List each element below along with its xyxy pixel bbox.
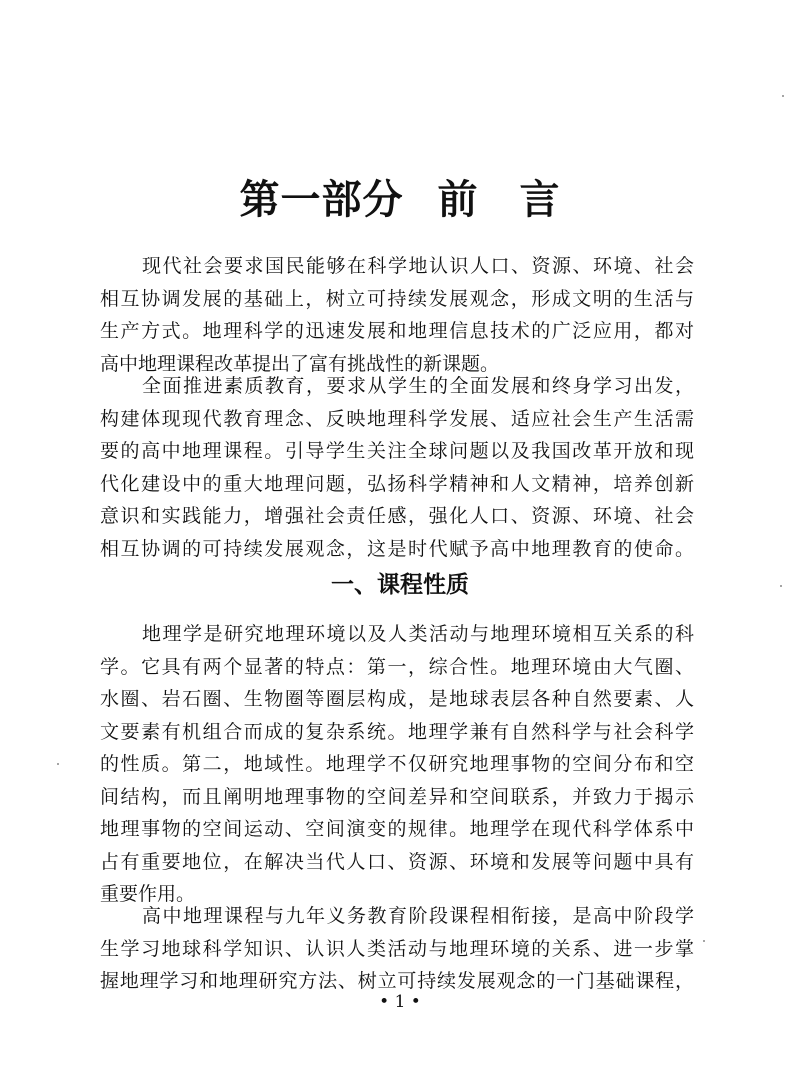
chapter-title	[0, 168, 800, 225]
text-line: 高中地理课程改革提出了富有挑战性的新课题。	[100, 352, 500, 375]
text-line: 的性质。第二，地域性。地理学不仅研究地理事物的空间分布和空	[100, 753, 694, 775]
text-line: 重要作用。	[100, 883, 196, 905]
text-line: 间结构，而且阐明地理事物的空间差异和空间联系，并致力于揭示	[100, 785, 694, 808]
text-line: 全面推进素质教育，要求从学生的全面发展和终身学习出发，	[142, 375, 694, 397]
text-line: 构建体现现代教育理念、反映地理科学发展、适应社会生产生活需	[100, 407, 694, 430]
section-heading: 一、课程性质	[331, 572, 469, 598]
scan-speck	[780, 585, 782, 587]
preface-paragraph-1	[100, 250, 694, 380]
text-line: 相互协调发展的基础上，树立可持续发展观念，形成文明的生活与	[100, 287, 694, 310]
text-line: 生学习地球科学知识、认识人类活动与地理环境的关系、进一步掌	[100, 937, 694, 960]
chapter-title-sub: 前 言	[437, 177, 561, 223]
text-line: 意识和实践能力，增强社会责任感，强化人口、资源、环境、社会	[100, 505, 694, 527]
text-line: 相互协调的可持续发展观念，这是时代赋予高中地理教育的使命。	[100, 537, 694, 560]
text-line: 生产方式。地理科学的迅速发展和地理信息技术的广泛应用，都对	[100, 320, 694, 342]
text-line: 水圈、岩石圈、生物圈等圈层构成，是地球表层各种自然要素、人	[100, 688, 694, 710]
section-paragraph-2	[100, 900, 694, 998]
preface-paragraph-2	[100, 370, 694, 565]
text-line: 现代社会要求国民能够在科学地认识人口、资源、环境、社会	[142, 255, 694, 277]
text-line: 握地理学习和地理研究方法、树立可持续发展观念的一门基础课程，	[100, 970, 694, 992]
text-line: 文要素有机组合而成的复杂系统。地理学兼有自然科学与社会科学	[100, 720, 694, 743]
text-line: 地理事物的空间运动、空间演变的规律。地理学在现代科学体系中	[100, 818, 694, 840]
text-line: 学。它具有两个显著的特点：第一，综合性。地理环境由大气圈、	[100, 655, 694, 678]
text-line: 地理学是研究地理环境以及人类活动与地理环境相互关系的科	[142, 623, 694, 645]
text-line: 占有重要地位，在解决当代人口、资源、环境和发展等问题中具有	[100, 850, 694, 873]
text-line: 高中地理课程与九年义务教育阶段课程相衔接，是高中阶段学	[142, 905, 694, 927]
scan-speck	[57, 763, 59, 765]
page-number: • 1 •	[379, 992, 421, 1012]
scan-speck	[703, 940, 705, 942]
text-line: 要的高中地理课程。引导学生关注全球问题以及我国改革开放和现	[100, 440, 694, 462]
chapter-title-main: 第一部分	[239, 177, 404, 223]
text-line: 代化建设中的重大地理问题，弘扬科学精神和人文精神，培养创新	[100, 472, 694, 495]
section-paragraph-1	[100, 618, 694, 911]
scan-speck	[782, 95, 784, 97]
